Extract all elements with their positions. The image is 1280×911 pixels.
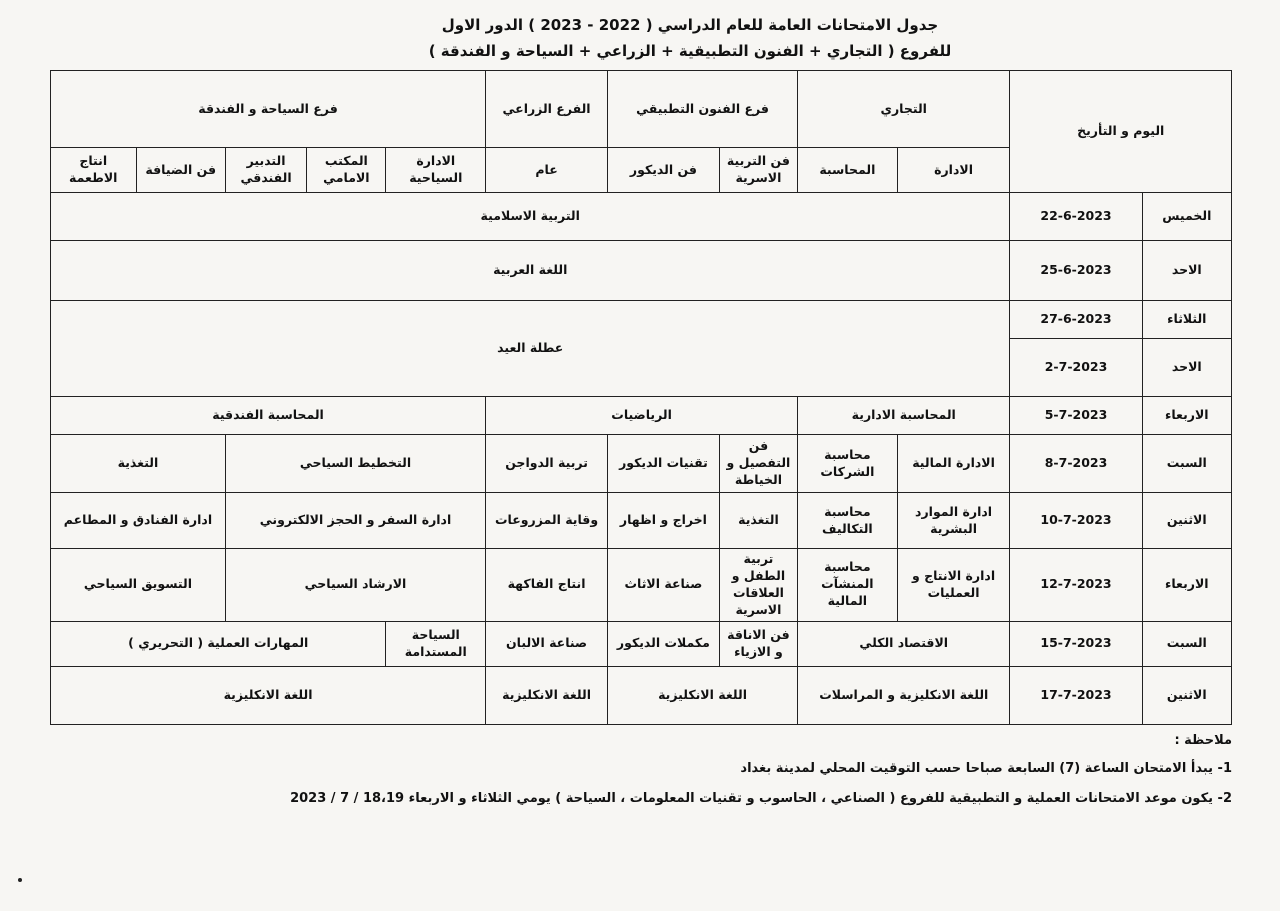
row-day: الاربعاء xyxy=(1142,397,1231,435)
sub-decor: فن الديكور xyxy=(608,148,720,193)
header-applied-arts: فرع الفنون التطبيقي xyxy=(608,71,798,148)
row-date: 22-6-2023 xyxy=(1010,193,1142,241)
sub-management: الادارة xyxy=(897,148,1010,193)
table-row xyxy=(51,666,1232,724)
row-date: 12-7-2023 xyxy=(1010,549,1142,622)
row-date: 10-7-2023 xyxy=(1010,493,1142,549)
row-date: 2-7-2023 xyxy=(1010,339,1142,397)
exam-agri: تربية الدواجن xyxy=(486,435,608,493)
exam-tourism-a: التخطيط السياحي xyxy=(225,435,485,493)
exam-tourism-a: ادارة السفر و الحجز الالكتروني xyxy=(225,493,485,549)
table-row xyxy=(51,397,1232,435)
exam-family: فن الاناقة و الازياء xyxy=(719,621,797,666)
exam-management: ادارة الموارد البشرية xyxy=(897,493,1010,549)
exam-tourism-b: التسويق السياحي xyxy=(51,549,226,622)
row-day: السبت xyxy=(1142,621,1231,666)
exam-agri: صناعة الالبان xyxy=(486,621,608,666)
row-date: 5-7-2023 xyxy=(1010,397,1142,435)
exam-arts-agri: الرياضيات xyxy=(486,397,798,435)
exam-agri: اللغة الانكليزية xyxy=(486,666,608,724)
exam-tourism-a: السياحة المستدامة xyxy=(386,621,486,666)
row-day: الاثنين xyxy=(1142,493,1231,549)
row-day: الخميس xyxy=(1142,193,1231,241)
sub-food-production: انتاج الاطعمة xyxy=(51,148,137,193)
header-day-date: اليوم و التأريخ xyxy=(1010,71,1232,193)
exam-all-branches: اللغة العربية xyxy=(51,241,1010,301)
row-day: الثلاثاء xyxy=(1142,301,1231,339)
header-row-branches xyxy=(51,71,1232,148)
row-date: 27-6-2023 xyxy=(1010,301,1142,339)
exam-agri: وقاية المزروعات xyxy=(486,493,608,549)
exam-management: الادارة المالية xyxy=(897,435,1010,493)
sub-tourism-management: الادارة السياحية xyxy=(386,148,486,193)
header-agricultural: الفرع الزراعي xyxy=(486,71,608,148)
page-title: جدول الامتحانات العامة للعام الدراسي ( 2022 - 2023 ) الدور الاول xyxy=(441,16,939,34)
row-day: السبت xyxy=(1142,435,1231,493)
sub-family-education: فن التربية الاسرية xyxy=(719,148,797,193)
row-day: الاثنين xyxy=(1142,666,1231,724)
note-1: 1- يبدأ الامتحان الساعة (7) السابعة صباحا حسب التوقيت المحلي لمدينة بغداد xyxy=(740,761,1232,776)
header-commercial: التجاري xyxy=(798,71,1010,148)
exam-tourism-a: الارشاد السياحي xyxy=(225,549,485,622)
exam-accounting: محاسبة التكاليف xyxy=(798,493,898,549)
header-tourism: فرع السياحة و الفندقة xyxy=(51,71,486,148)
exam-commercial: اللغة الانكليزية و المراسلات xyxy=(798,666,1010,724)
table-row xyxy=(51,435,1232,493)
stray-mark xyxy=(18,878,22,882)
row-day: الاحد xyxy=(1142,241,1231,301)
exam-decor: مكملات الديكور xyxy=(608,621,720,666)
exam-arts: اللغة الانكليزية xyxy=(608,666,798,724)
exam-family: فن التفصيل و الخياطة xyxy=(719,435,797,493)
exam-tourism-b: التغذية xyxy=(51,435,226,493)
exam-schedule-table xyxy=(50,70,1232,725)
table-row xyxy=(51,549,1232,622)
exam-agri: انتاج الفاكهة xyxy=(486,549,608,622)
exam-commercial: المحاسبة الادارية xyxy=(798,397,1010,435)
exam-all-branches: التربية الاسلامية xyxy=(51,193,1010,241)
page-subtitle: للفروع ( التجاري + الفنون التطبيقية + الزراعي + السياحة و الفندقة ) xyxy=(428,42,952,60)
exam-accounting: محاسبة المنشآت المالية xyxy=(798,549,898,622)
notes-label: ملاحظة : xyxy=(1174,733,1232,748)
sub-front-office: المكتب الامامي xyxy=(307,148,386,193)
sub-general: عام xyxy=(486,148,608,193)
exam-commercial: الاقتصاد الكلي xyxy=(798,621,1010,666)
sub-hotel-management: التدبير الفندقي xyxy=(225,148,306,193)
exam-decor: صناعة الاثاث xyxy=(608,549,720,622)
row-day: الاربعاء xyxy=(1142,549,1231,622)
exam-tourism-b: ادارة الفنادق و المطاعم xyxy=(51,493,226,549)
row-day: الاحد xyxy=(1142,339,1231,397)
exam-decor: اخراج و اظهار xyxy=(608,493,720,549)
holiday-cell: عطلة العيد xyxy=(51,301,1010,397)
table-row xyxy=(51,493,1232,549)
table-row xyxy=(51,193,1232,241)
exam-tourism-b: المهارات العملية ( التحريري ) xyxy=(51,621,386,666)
sub-accounting: المحاسبة xyxy=(798,148,898,193)
row-date: 25-6-2023 xyxy=(1010,241,1142,301)
table-row xyxy=(51,301,1232,339)
exam-accounting: محاسبة الشركات xyxy=(798,435,898,493)
table-row xyxy=(51,621,1232,666)
exam-family: تربية الطفل و العلاقات الاسرية xyxy=(719,549,797,622)
note-2: 2- يكون موعد الامتحانات العملية و التطبيقية للفروع ( الصناعي ، الحاسوب و تقنيات المعلومات ، السياحة ) يومي الثلاثاء و الاربعاء 18،19 / 7 / 2023 xyxy=(290,791,1232,806)
exam-tourism: اللغة الانكليزية xyxy=(51,666,486,724)
sub-hospitality: فن الضيافة xyxy=(136,148,225,193)
row-date: 15-7-2023 xyxy=(1010,621,1142,666)
exam-family: التغذية xyxy=(719,493,797,549)
row-date: 8-7-2023 xyxy=(1010,435,1142,493)
exam-tourism: المحاسبة الفندقية xyxy=(51,397,486,435)
table-row xyxy=(51,241,1232,301)
exam-management: ادارة الانتاج و العمليات xyxy=(897,549,1010,622)
row-date: 17-7-2023 xyxy=(1010,666,1142,724)
exam-decor: تقنيات الديكور xyxy=(608,435,720,493)
